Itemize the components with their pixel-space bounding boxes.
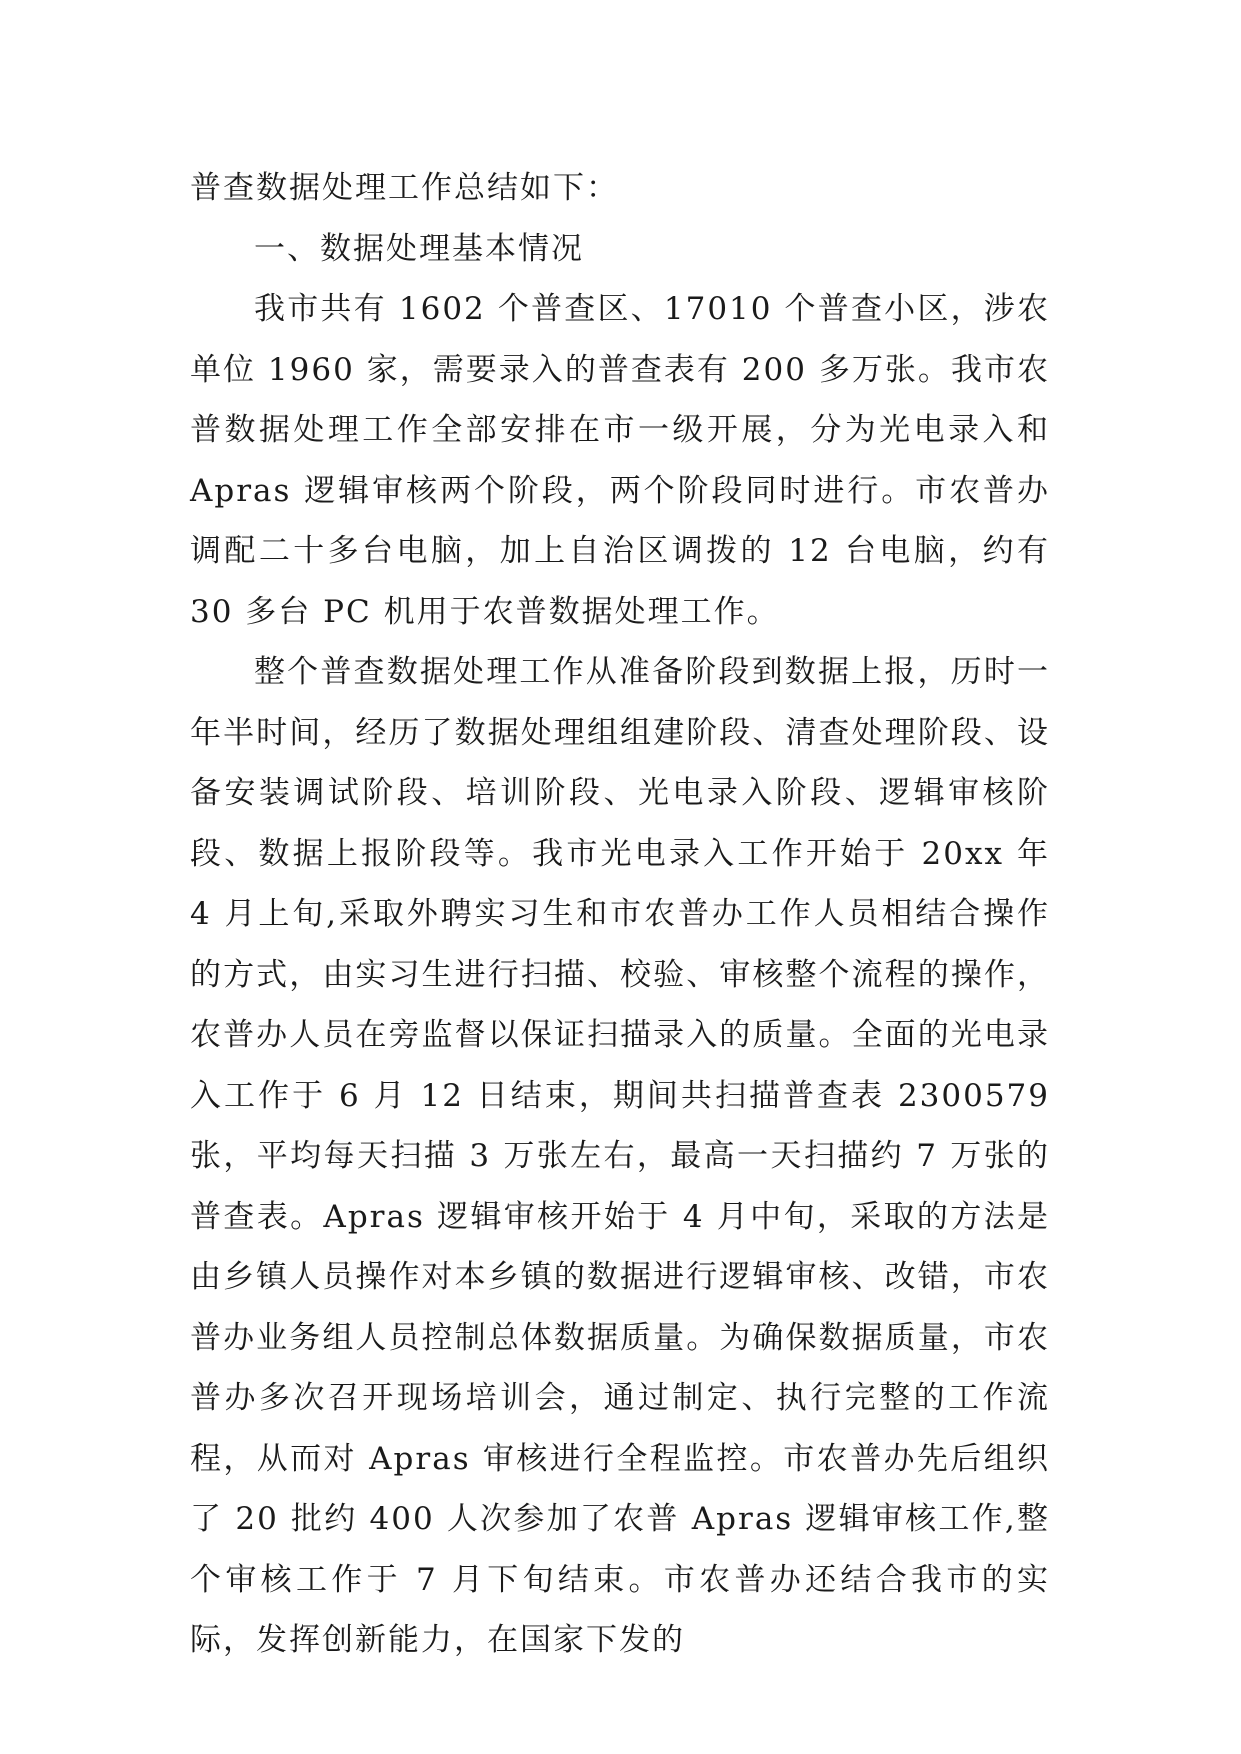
document-body [190, 158, 1050, 1671]
body-paragraph: 我市共有 1602 个普查区、17010 个普查小区，涉农单位 1960 家，需要录入的普查表有 200 多万张。我市农普数据处理工作全部安排在市一级开展，分为光电录入和 Apras 逻辑审核两个阶段，两个阶段同时进行。市农普办调配二十多台电脑，加上自治区调拨的 12 台电脑，约有 30 多台 PC 机用于农普数据处理工作。 [190, 291, 1050, 630]
intro-paragraph: 普查数据处理工作总结如下： [190, 170, 619, 206]
section-heading: 一、数据处理基本情况 [254, 230, 584, 267]
body-paragraph: 整个普查数据处理工作从准备阶段到数据上报，历时一年半时间，经历了数据处理组组建阶段、清查处理阶段、设备安装调试阶段、培训阶段、光电录入阶段、逻辑审核阶段、数据上报阶段等。我市光电录入工作开始于 20xx 年 4 月上旬,采取外聘实习生和市农普办工作人员相结合操作的方式，由实习生进行扫描、校验、审核整个流程的操作，农普办人员在旁监督以保证扫描录入的质量。全面的光电录入工作于 6 月 12 日结束，期间共扫描普查表 2300579 张，平均每天扫描 3 万张左右，最高一天扫描约 7 万张的普查表。Apras 逻辑审核开始于 4 月中旬，采取的方法是由乡镇人员操作对本乡镇的数据进行逻辑审核、改错，市农普办业务组人员控制总体数据质量。为确保数据质量，市农普办多次召开现场培训会，通过制定、执行完整的工作流程，从而对 Apras 审核进行全程监控。市农普办先后组织了 20 批约 400 人次参加了农普 Apras 逻辑审核工作,整个审核工作于 7 月下旬结束。市农普办还结合我市的实际，发挥创新能力，在国家下发的 [190, 654, 1050, 1658]
